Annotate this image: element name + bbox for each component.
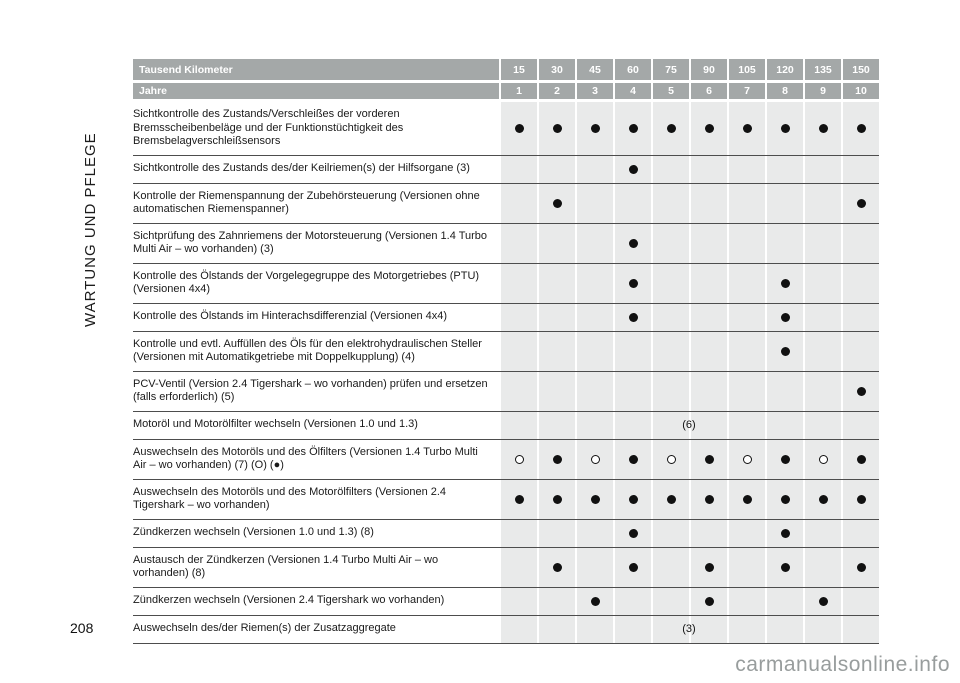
- filled-dot-icon: [553, 563, 562, 572]
- table-row: [133, 440, 879, 480]
- task-label: Sichtprüfung des Zahnriemens der Motorsteuerung (Versionen 1.4 Turbo Multi Air – wo vorhanden) (3): [133, 229, 488, 255]
- filled-dot-icon: [553, 495, 562, 504]
- interval-cells: [499, 520, 879, 547]
- interval-cells: [499, 184, 879, 223]
- watermark-text: carmanualsonline.info: [735, 653, 950, 676]
- interval-cells: [499, 412, 879, 439]
- filled-dot-icon: [819, 124, 828, 133]
- open-dot-icon: [515, 455, 524, 464]
- interval-cell: [651, 224, 689, 263]
- interval-cells: [499, 616, 879, 643]
- filled-dot-icon: [629, 313, 638, 322]
- interval-cell: [841, 372, 879, 411]
- interval-cell: [803, 156, 841, 183]
- interval-cell: [651, 156, 689, 183]
- table-row: [133, 588, 879, 616]
- interval-cell: [651, 184, 689, 223]
- task-label: Kontrolle der Riemenspannung der Zubehörsteuerung (Versionen ohne automatischen Riemenspanner): [133, 189, 480, 215]
- interval-cell: [803, 440, 841, 479]
- filled-dot-icon: [781, 347, 790, 356]
- interval-cell: [803, 520, 841, 547]
- filled-dot-icon: [781, 124, 790, 133]
- interval-cell: [689, 156, 727, 183]
- table-row: [133, 332, 879, 372]
- interval-cell: [613, 224, 651, 263]
- interval-cell: [803, 548, 841, 587]
- interval-cell: [499, 264, 537, 303]
- open-dot-icon: [743, 455, 752, 464]
- filled-dot-icon: [591, 495, 600, 504]
- interval-cell: [575, 588, 613, 615]
- filled-dot-icon: [819, 495, 828, 504]
- table-row: [133, 304, 879, 332]
- table-row: [133, 156, 879, 184]
- task-label: Zündkerzen wechseln (Versionen 1.0 und 1.3) (8): [133, 526, 374, 539]
- header-km-label: Tausend Kilometer: [133, 59, 499, 80]
- filled-dot-icon: [705, 563, 714, 572]
- interval-cell: [575, 480, 613, 519]
- filled-dot-icon: [591, 124, 600, 133]
- filled-dot-icon: [591, 597, 600, 606]
- interval-cells: [499, 264, 879, 303]
- table-body: [133, 102, 879, 644]
- interval-cell: [765, 184, 803, 223]
- interval-cell: [765, 548, 803, 587]
- interval-cell: [765, 440, 803, 479]
- interval-cell: [499, 102, 537, 155]
- interval-cell: [499, 440, 537, 479]
- open-dot-icon: [667, 455, 676, 464]
- filled-dot-icon: [857, 387, 866, 396]
- interval-cell: [727, 440, 765, 479]
- task-label: Sichtkontrolle des Zustands/Verschleißes der vorderen Bremsscheibenbeläge und der Funktionstüchtigkeit des Bremsbelagverschleißsensors: [133, 108, 404, 147]
- filled-dot-icon: [629, 563, 638, 572]
- header-years-cells: [499, 83, 879, 99]
- interval-cell: [537, 520, 575, 547]
- page-number: 208: [70, 620, 94, 636]
- interval-cell: [689, 224, 727, 263]
- interval-cell: [575, 440, 613, 479]
- interval-cell: [651, 548, 689, 587]
- header-km-value: 15: [499, 59, 537, 80]
- interval-cell: [841, 304, 879, 331]
- header-km-value: 45: [575, 59, 613, 80]
- interval-cell: [841, 440, 879, 479]
- interval-cell: [613, 520, 651, 547]
- interval-cell: [727, 102, 765, 155]
- header-years-value: 9: [803, 83, 841, 99]
- interval-cell: [765, 480, 803, 519]
- header-km-value: 150: [841, 59, 879, 80]
- header-km-cells: [499, 59, 879, 80]
- interval-cell: [537, 156, 575, 183]
- interval-cells: [499, 332, 879, 371]
- task-label: Auswechseln des Motoröls und des Ölfilters (Versionen 1.4 Turbo Multi Air – wo vorhanden) (7) (O) (●): [133, 445, 478, 471]
- interval-cell: [651, 588, 689, 615]
- filled-dot-icon: [705, 597, 714, 606]
- interval-cells: [499, 480, 879, 519]
- interval-cell: [841, 184, 879, 223]
- interval-cell: [613, 102, 651, 155]
- header-km-value: 135: [803, 59, 841, 80]
- filled-dot-icon: [743, 124, 752, 133]
- interval-cell: [537, 102, 575, 155]
- filled-dot-icon: [629, 455, 638, 464]
- interval-cell: [613, 372, 651, 411]
- header-years-label: Jahre: [133, 83, 499, 99]
- interval-cell: [651, 332, 689, 371]
- table-row: [133, 264, 879, 304]
- table-row: [133, 480, 879, 520]
- interval-cell: [651, 520, 689, 547]
- filled-dot-icon: [857, 199, 866, 208]
- filled-dot-icon: [705, 455, 714, 464]
- interval-cell: [613, 548, 651, 587]
- interval-cell: [613, 588, 651, 615]
- filled-dot-icon: [857, 563, 866, 572]
- interval-cell: [537, 184, 575, 223]
- interval-cell: [575, 520, 613, 547]
- filled-dot-icon: [781, 563, 790, 572]
- interval-cell: [575, 184, 613, 223]
- interval-cell: [765, 304, 803, 331]
- interval-cell: [499, 520, 537, 547]
- filled-dot-icon: [553, 455, 562, 464]
- interval-cell: [727, 264, 765, 303]
- interval-cell: [575, 304, 613, 331]
- header-km-value: 120: [765, 59, 803, 80]
- interval-cell: [499, 224, 537, 263]
- interval-cell: [803, 588, 841, 615]
- filled-dot-icon: [705, 495, 714, 504]
- interval-cells: [499, 224, 879, 263]
- interval-cell: [689, 184, 727, 223]
- interval-cell: [689, 588, 727, 615]
- interval-cell: [727, 224, 765, 263]
- interval-cell: [537, 224, 575, 263]
- interval-cells: [499, 372, 879, 411]
- interval-cell: [537, 480, 575, 519]
- interval-cells: [499, 102, 879, 155]
- span-note: (3): [682, 623, 696, 635]
- interval-cell: [727, 372, 765, 411]
- interval-cell: [765, 156, 803, 183]
- interval-cell: [613, 304, 651, 331]
- interval-cell: [613, 156, 651, 183]
- interval-cell: [803, 372, 841, 411]
- interval-cell: [537, 264, 575, 303]
- header-row-kilometers: [133, 59, 879, 80]
- task-label: Kontrolle des Ölstands im Hinterachsdifferenzial (Versionen 4x4): [133, 310, 448, 323]
- interval-cell: [499, 372, 537, 411]
- filled-dot-icon: [667, 124, 676, 133]
- filled-dot-icon: [515, 495, 524, 504]
- interval-cell: [689, 102, 727, 155]
- interval-cell: [803, 224, 841, 263]
- filled-dot-icon: [781, 313, 790, 322]
- interval-cell: [575, 548, 613, 587]
- interval-cell: [765, 264, 803, 303]
- interval-cell: [537, 332, 575, 371]
- interval-cell: [499, 304, 537, 331]
- interval-cells: [499, 304, 879, 331]
- interval-cell: [727, 332, 765, 371]
- interval-cell: [689, 440, 727, 479]
- task-label: Motoröl und Motorölfilter wechseln (Versionen 1.0 und 1.3): [133, 418, 418, 431]
- header-years-value: 7: [727, 83, 765, 99]
- task-label: Auswechseln des/der Riemen(s) der Zusatzaggregate: [133, 622, 396, 635]
- header-years-value: 10: [841, 83, 879, 99]
- interval-cell: [613, 332, 651, 371]
- interval-cell: [689, 304, 727, 331]
- interval-cell: [689, 372, 727, 411]
- table-row: [133, 184, 879, 224]
- interval-cell: [575, 372, 613, 411]
- table-row: [133, 412, 879, 440]
- interval-cell: [841, 588, 879, 615]
- interval-cell: [727, 184, 765, 223]
- header-years-value: 8: [765, 83, 803, 99]
- interval-cell: [499, 332, 537, 371]
- interval-cell: [613, 480, 651, 519]
- interval-cell: [651, 372, 689, 411]
- interval-cell: [765, 332, 803, 371]
- interval-cell: [689, 480, 727, 519]
- interval-cell: [841, 156, 879, 183]
- interval-cell: [765, 224, 803, 263]
- table-row: [133, 520, 879, 548]
- filled-dot-icon: [781, 279, 790, 288]
- task-label: Sichtkontrolle des Zustands des/der Keilriemen(s) der Hilfsorgane (3): [133, 162, 470, 175]
- task-label: Kontrolle des Ölstands der Vorgelegegruppe des Motorgetriebes (PTU) (Versionen 4x4): [133, 269, 480, 295]
- interval-cell: [841, 548, 879, 587]
- header-km-value: 75: [651, 59, 689, 80]
- interval-cell: [651, 102, 689, 155]
- interval-cell: [651, 264, 689, 303]
- interval-cell: [765, 520, 803, 547]
- filled-dot-icon: [705, 124, 714, 133]
- task-label: Zündkerzen wechseln (Versionen 2.4 Tigershark wo vorhanden): [133, 594, 445, 607]
- interval-cell: [841, 224, 879, 263]
- interval-cell: [803, 304, 841, 331]
- span-note: (6): [682, 419, 696, 431]
- filled-dot-icon: [743, 495, 752, 504]
- interval-cell: [537, 548, 575, 587]
- interval-cell: [841, 332, 879, 371]
- header-years-value: 2: [537, 83, 575, 99]
- task-label: Auswechseln des Motoröls und des Motorölfilters (Versionen 2.4 Tigershark – wo vorhanden): [133, 485, 447, 511]
- interval-cell: [727, 588, 765, 615]
- task-label: Austausch der Zündkerzen (Versionen 1.4 Turbo Multi Air – wo vorhanden) (8): [133, 553, 439, 579]
- chapter-vertical-label: WARTUNG UND PFLEGE: [82, 132, 99, 327]
- table-row: [133, 372, 879, 412]
- interval-cell: [727, 520, 765, 547]
- interval-cell: [727, 304, 765, 331]
- interval-cell: [651, 304, 689, 331]
- task-label: Kontrolle und evtl. Auffüllen des Öls für den elektrohydraulischen Steller (Versionen mit Automatikgetriebe mit Doppelkupplung) (4): [133, 337, 482, 363]
- interval-cell: [575, 332, 613, 371]
- interval-cell: [651, 440, 689, 479]
- filled-dot-icon: [629, 165, 638, 174]
- header-row-years: [133, 83, 879, 99]
- header-years-value: 4: [613, 83, 651, 99]
- interval-cell: [841, 102, 879, 155]
- filled-dot-icon: [819, 597, 828, 606]
- filled-dot-icon: [629, 495, 638, 504]
- filled-dot-icon: [553, 124, 562, 133]
- interval-cells: [499, 440, 879, 479]
- interval-cell: [575, 156, 613, 183]
- interval-cell: [613, 440, 651, 479]
- table-row: [133, 102, 879, 156]
- interval-cell: [689, 264, 727, 303]
- interval-cell: [689, 332, 727, 371]
- interval-cell: [575, 102, 613, 155]
- interval-cell: [803, 264, 841, 303]
- interval-cells: [499, 588, 879, 615]
- interval-cell: [727, 156, 765, 183]
- filled-dot-icon: [515, 124, 524, 133]
- filled-dot-icon: [629, 529, 638, 538]
- filled-dot-icon: [857, 495, 866, 504]
- task-label: PCV-Ventil (Version 2.4 Tigershark – wo vorhanden) prüfen und ersetzen (falls erforderlich) (5): [133, 377, 488, 403]
- interval-cell: [575, 224, 613, 263]
- interval-cell: [765, 102, 803, 155]
- interval-cell: [765, 588, 803, 615]
- open-dot-icon: [819, 455, 828, 464]
- header-km-value: 105: [727, 59, 765, 80]
- interval-cells: [499, 548, 879, 587]
- interval-cell: [689, 548, 727, 587]
- header-km-value: 60: [613, 59, 651, 80]
- interval-cell: [499, 588, 537, 615]
- interval-cell: [841, 480, 879, 519]
- interval-cell: [499, 156, 537, 183]
- open-dot-icon: [591, 455, 600, 464]
- interval-cell: [803, 184, 841, 223]
- interval-cell: [727, 480, 765, 519]
- filled-dot-icon: [781, 495, 790, 504]
- interval-cell: [537, 440, 575, 479]
- interval-cell: [803, 480, 841, 519]
- interval-cell: [841, 520, 879, 547]
- header-years-value: 1: [499, 83, 537, 99]
- header-years-value: 6: [689, 83, 727, 99]
- filled-dot-icon: [781, 455, 790, 464]
- interval-cell: [537, 588, 575, 615]
- interval-cell: [765, 372, 803, 411]
- table-row: [133, 548, 879, 588]
- interval-cell: [575, 264, 613, 303]
- filled-dot-icon: [629, 239, 638, 248]
- interval-cell: [613, 264, 651, 303]
- interval-cell: [803, 102, 841, 155]
- interval-cells: [499, 156, 879, 183]
- interval-cell: [803, 332, 841, 371]
- table-row: [133, 616, 879, 644]
- filled-dot-icon: [781, 529, 790, 538]
- filled-dot-icon: [629, 279, 638, 288]
- interval-cell: [537, 304, 575, 331]
- filled-dot-icon: [857, 455, 866, 464]
- interval-cell: [499, 548, 537, 587]
- header-years-value: 5: [651, 83, 689, 99]
- interval-cell: [499, 184, 537, 223]
- interval-cell: [651, 480, 689, 519]
- header-km-value: 30: [537, 59, 575, 80]
- interval-cell: [537, 372, 575, 411]
- filled-dot-icon: [667, 495, 676, 504]
- header-km-value: 90: [689, 59, 727, 80]
- filled-dot-icon: [629, 124, 638, 133]
- interval-cell: [689, 520, 727, 547]
- filled-dot-icon: [553, 199, 562, 208]
- interval-cell: [499, 480, 537, 519]
- header-years-value: 3: [575, 83, 613, 99]
- table-row: [133, 224, 879, 264]
- interval-cell: [727, 548, 765, 587]
- interval-cell: [841, 264, 879, 303]
- filled-dot-icon: [857, 124, 866, 133]
- interval-cell: [613, 184, 651, 223]
- maintenance-schedule-table: [133, 59, 879, 644]
